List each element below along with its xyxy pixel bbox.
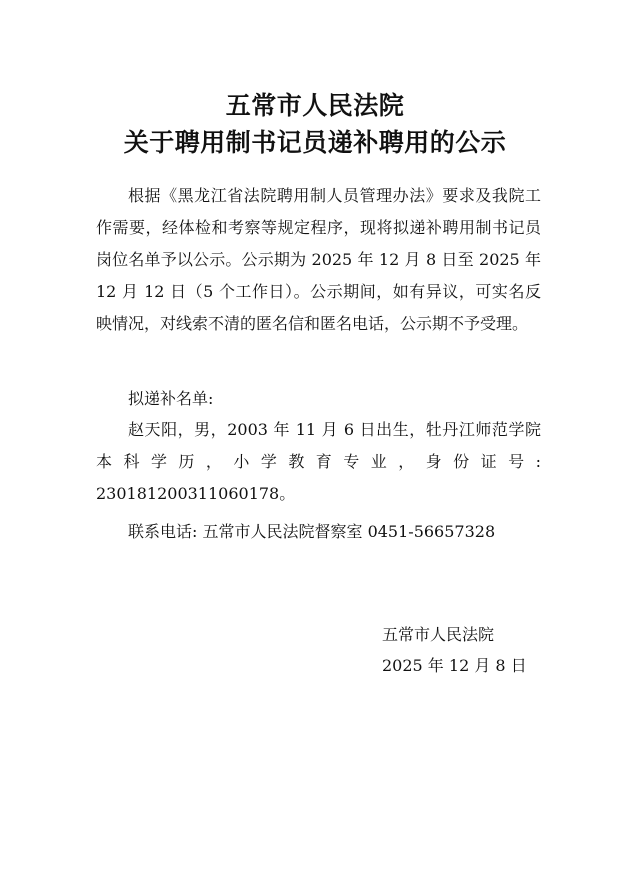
- body-paragraph: 根据《黑龙江省法院聘用制人员管理办法》要求及我院工作需要，经体检和考察等规定程序，现将拟递补聘用制书记员岗位名单予以公示。公示期为 2025 年 12 月 8 日至 2025 年 12 月 12 日（5 个工作日）。公示期间，如有异议，可实名反映情况，对线索不清的匿名信和匿名电话，公示期不予受理。: [96, 186, 541, 333]
- document-title-line1: 五常市人民法院: [225, 91, 405, 120]
- signature-organization: 五常市人民法院: [382, 625, 495, 644]
- candidate-list-label: 拟递补名单:: [128, 389, 214, 408]
- contact-phone: 联系电话: 五常市人民法院督察室 0451-56657328: [128, 522, 496, 541]
- document-title-line2: 关于聘用制书记员递补聘用的公示: [123, 128, 507, 157]
- candidate-entry: 赵天阳，男，2003 年 11 月 6 日出生，牡丹江师范学院本科学历，小学教育专业，身份证号: 230181200311060178。: [96, 420, 541, 503]
- signature-date: 2025 年 12 月 8 日: [382, 656, 527, 675]
